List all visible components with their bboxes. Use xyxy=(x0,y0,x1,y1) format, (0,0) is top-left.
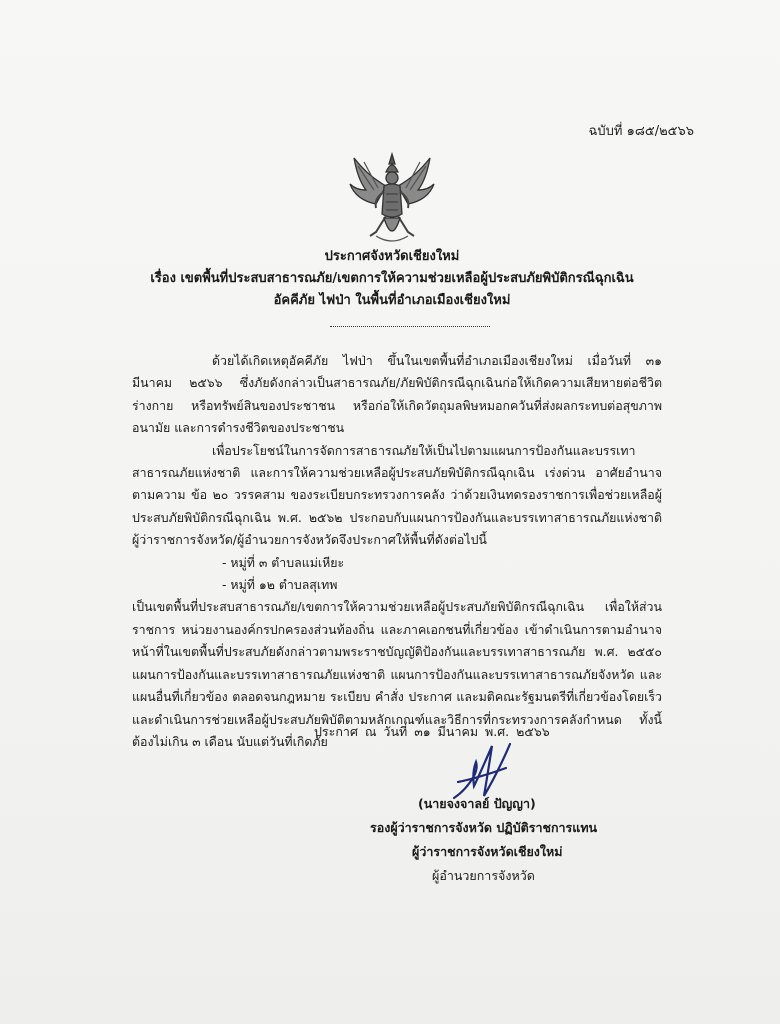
announcement-body xyxy=(132,350,662,753)
affected-areas-list xyxy=(132,552,662,597)
subject-line-1: เรื่อง เขตพื้นที่ประสบสาธารณภัย/เขตการให้ความช่วยเหลือผู้ประสบภัยพิบัติกรณีฉุกเฉิน xyxy=(150,271,634,286)
garuda-emblem-icon xyxy=(346,150,438,246)
paragraph-1: ด้วยได้เกิดเหตุอัคคีภัย ไฟป่า ขึ้นในเขตพื้นที่อำเภอเมืองเชียงใหม่ เมื่อวันที่ ๓๑ มีนาคม ๒๕๖๖ ซึ่งภัยดังกล่าวเป็นสาธารณภัย/ภัยพิบัติกรณีฉุกเฉินก่อให้เกิดความเสียหายต่อชีวิต ร่างกาย หรือทรัพย์สินของประชาชน หรือก่อให้เกิดวัตถุมลพิษหมอกควันที่ส่งผลกระทบต่อสุขภาพอนามัย และการดำรงชีวิตของประชาชน xyxy=(132,353,662,436)
list-item: - หมู่ที่ ๓ ตำบลแม่เหียะ xyxy=(222,554,345,570)
signature-block xyxy=(370,792,610,888)
signer-role-3: ผู้อำนวยการจังหวัด xyxy=(432,868,535,883)
issue-number: ฉบับที่ ๑๘๕/๒๕๖๖ xyxy=(588,124,694,139)
announcement-heading xyxy=(130,246,654,312)
paragraph-2: เพื่อประโยชน์ในการจัดการสาธารณภัยให้เป็นไปตามแผนการป้องกันและบรรเทาสาธารณภัยแห่งชาติ และการให้ความช่วยเหลือผู้ประสบภัยพิบัติกรณีฉุกเฉิน เร่งด่วน อาศัยอำนาจตามความ ข้อ ๒๐ วรรคสาม ของระเบียบกระทรวงการคลัง ว่าด้วยเงินทดรองราชการเพื่อช่วยเหลือผู้ประสบภัยพิบัติกรณีฉุกเฉิน พ.ศ. ๒๕๖๒ ประกอบกับแผนการป้องกันและบรรเทาสาธารณภัยแห่งชาติ ผู้ว่าราชการจังหวัด/ผู้อำนวยการจังหวัดจึงประกาศให้พื้นที่ดังต่อไปนี้ xyxy=(132,442,662,548)
subject-line-2: อัคคีภัย ไฟป่า ในพื้นที่อำเภอเมืองเชียงใหม่ xyxy=(273,293,511,308)
signer-name: (นายจงจาลย์ ปัญญา) xyxy=(418,796,536,811)
signer-role-2: ผู้ว่าราชการจังหวัดเชียงใหม่ xyxy=(412,844,563,859)
list-item: - หมู่ที่ ๑๒ ตำบลสุเทพ xyxy=(222,577,338,593)
dotted-divider xyxy=(330,326,490,327)
paragraph-3: เป็นเขตพื้นที่ประสบสาธารณภัย/เขตการให้ความช่วยเหลือผู้ประสบภัยพิบัติกรณีฉุกเฉิน เพื่อให้ส่วนราชการ หน่วยงานองค์กรปกครองส่วนท้องถิ่น และภาคเอกชนที่เกี่ยวข้อง เข้าดำเนินการตามอำนาจหน้าที่ในเขตพื้นที่ประสบภัยดังกล่าวตามพระราชบัญญัติป้องกันและบรรเทาสาธารณภัย พ.ศ. ๒๕๕๐ แผนการป้องกันและบรรเทาสาธารณภัยแห่งชาติ แผนการป้องกันและบรรเทาสาธารณภัยจังหวัด และแผนอื่นที่เกี่ยวข้อง ตลอดจนกฎหมาย ระเบียบ คำสั่ง ประกาศ และมติคณะรัฐมนตรีที่เกี่ยวข้องโดยเร็ว และดำเนินการช่วยเหลือผู้ประสบภัยพิบัติตามหลักเกณฑ์และวิธีการที่กระทรวงการคลังกำหนด ทั้งนี้ ต้องไม่เกิน ๓ เดือน นับแต่วันที่เกิดภัย xyxy=(132,599,662,749)
announcement-date: ประกาศ ณ วันที่ ๓๑ มีนาคม พ.ศ. ๒๕๖๖ xyxy=(314,724,550,739)
announcement-title: ประกาศจังหวัดเชียงใหม่ xyxy=(324,249,460,264)
signer-role-1: รองผู้ว่าราชการจังหวัด ปฏิบัติราชการแทน xyxy=(370,820,598,835)
